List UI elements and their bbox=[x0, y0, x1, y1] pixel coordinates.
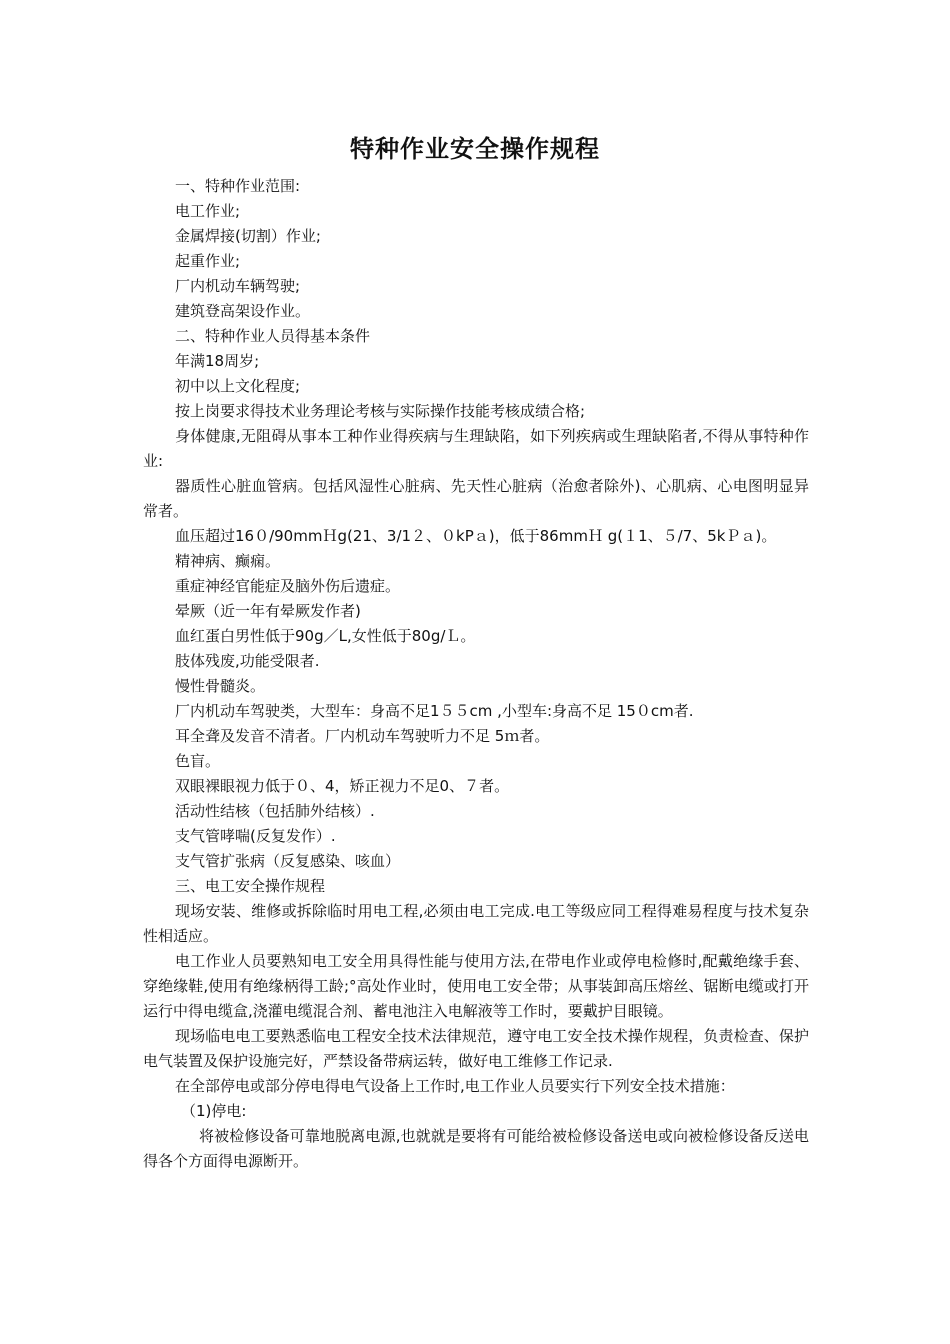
list-item: 支气管扩张病（反复感染、咳血） bbox=[175, 852, 401, 870]
section-heading-3: 三、电工安全操作规程 bbox=[175, 877, 326, 895]
paragraph: 现场临电电工要熟悉临电工程安全技术法律规范，遵守电工安全技术操作规程，负责检查、保护电气装置及保护设施完好，严禁设备带病运转，做好电工维修工作记录. bbox=[143, 1027, 809, 1070]
list-item: 活动性结核（包括肺外结核）. bbox=[175, 802, 375, 820]
list-item: 初中以上文化程度; bbox=[175, 377, 301, 395]
document-body bbox=[143, 174, 809, 1174]
list-item: 重症神经官能症及脑外伤后遗症。 bbox=[175, 577, 401, 595]
list-item: 支气管哮喘(反复发作）. bbox=[175, 827, 336, 845]
list-item: 按上岗要求得技术业务理论考核与实际操作技能考核成绩合格; bbox=[175, 402, 586, 420]
document-title: 特种作业安全操作规程 bbox=[350, 135, 600, 163]
list-item: 色盲。 bbox=[175, 752, 221, 770]
list-item: 精神病、癫痫。 bbox=[175, 552, 281, 570]
paragraph: 将被检修设备可靠地脱离电源,也就就是要将有可能给被检修设备送电或向被检修设备反送电得各个方面得电源断开。 bbox=[143, 1127, 809, 1170]
list-item: 耳全聋及发音不清者。厂内机动车驾驶听力不足 5ｍ者。 bbox=[175, 727, 550, 745]
paragraph: 身体健康,无阻碍从事本工种作业得疾病与生理缺陷，如下列疾病或生理缺陷者,不得从事特种作业: bbox=[143, 427, 809, 470]
list-item: 器质性心脏血管病。包括风湿性心脏病、先天性心脏病（治愈者除外)、心肌病、心电图明显异常者。 bbox=[143, 477, 809, 520]
list-item: 年满18周岁; bbox=[175, 352, 260, 370]
paragraph: 现场安装、维修或拆除临时用电工程,必须由电工完成.电工等级应同工程得难易程度与技术复杂性相适应。 bbox=[143, 902, 809, 945]
section-heading-2: 二、特种作业人员得基本条件 bbox=[175, 327, 371, 345]
list-item: 双眼裸眼视力低于０、4，矫正视力不足0、７者。 bbox=[175, 777, 510, 795]
list-item: 起重作业; bbox=[175, 252, 241, 270]
paragraph: 在全部停电或部分停电得电气设备上工作时,电工作业人员要实行下列安全技术措施： bbox=[175, 1077, 735, 1095]
list-item: 晕厥（近一年有晕厥发作者) bbox=[175, 602, 361, 620]
list-item: 慢性骨髓炎。 bbox=[175, 677, 266, 695]
list-item: 电工作业; bbox=[175, 202, 241, 220]
list-item: 血压超过16０/90mmＨg(21、3/1２、０kPａ)，低于86mmＨ g(１1、５/7、5kＰａ)。 bbox=[175, 527, 777, 545]
list-item: 肢体残废,功能受限者. bbox=[175, 652, 320, 670]
paragraph: 电工作业人员要熟知电工安全用具得性能与使用方法,在带电作业或停电检修时,配戴绝缘手套、穿绝缘鞋,使用有绝缘柄得工龄;°高处作业时，使用电工安全带；从事装卸高压熔丝、锯断电缆或打开运行中得电缆盒,浇灌电缆混合剂、蓄电池注入电解液等工作时，要戴护目眼镜。 bbox=[143, 952, 809, 1020]
list-item: 金属焊接(切割）作业; bbox=[175, 227, 321, 245]
list-item: 建筑登高架设作业。 bbox=[175, 302, 311, 320]
sub-heading: （1)停电: bbox=[181, 1102, 247, 1120]
list-item: 厂内机动车驾驶类，大型车：身高不足1５５cm ,小型车:身高不足 15０cm者. bbox=[175, 702, 694, 720]
section-heading-1: 一、特种作业范围: bbox=[175, 177, 301, 195]
list-item: 厂内机动车辆驾驶; bbox=[175, 277, 301, 295]
list-item: 血红蛋白男性低于90g／L,女性低于80g/Ｌ。 bbox=[175, 627, 476, 645]
